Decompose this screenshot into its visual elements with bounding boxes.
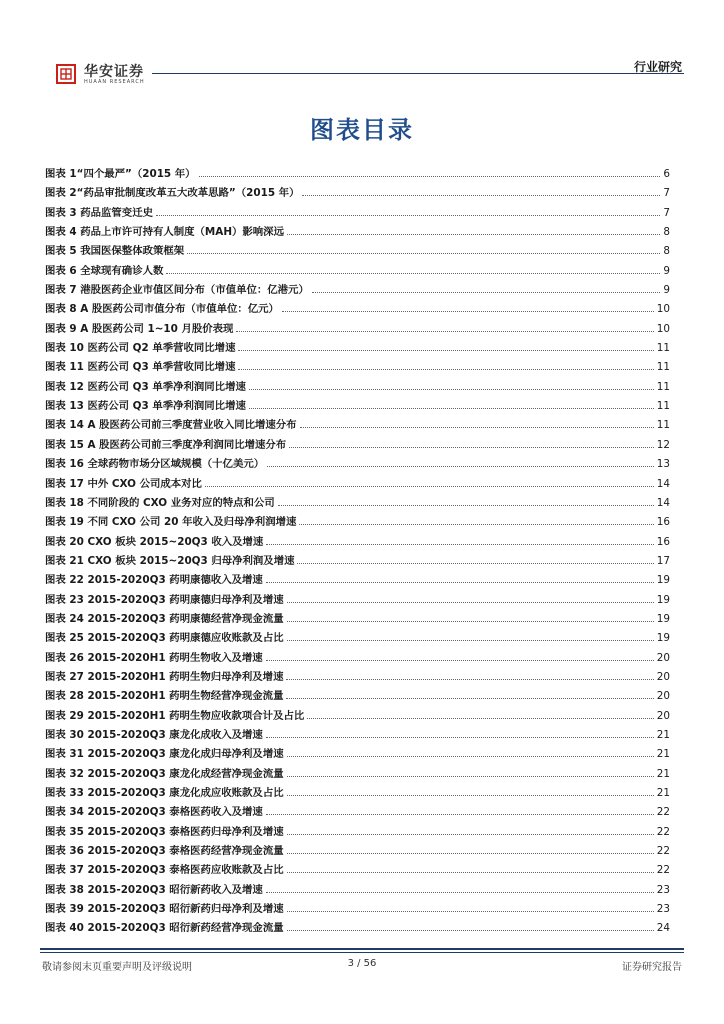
toc-entry[interactable]	[45, 377, 670, 396]
toc-entry-label: 图表 12 医药公司 Q3 单季净利润同比增速	[45, 380, 246, 393]
toc-entry-page: 6	[663, 168, 670, 180]
toc-leader-dots	[287, 783, 654, 796]
toc-entry-page: 20	[656, 709, 670, 722]
toc-entry-label: 图表 2“药品审批制度改革五大改革思路”（2015 年）	[45, 187, 300, 200]
toc-entry-label: 图表 19 不同 CXO 公司 20 年收入及归母净利润增速	[45, 516, 297, 529]
figure-index	[45, 164, 670, 938]
toc-leader-dots	[278, 493, 654, 506]
section-label: 行业研究	[633, 60, 682, 74]
toc-leader-dots	[249, 377, 654, 390]
toc-entry-page: 16	[656, 535, 670, 548]
toc-leader-dots	[287, 860, 654, 873]
toc-entry-label: 图表 31 2015-2020Q3 康龙化成归母净利及增速	[45, 748, 284, 761]
toc-entry-label: 图表 22 2015-2020Q3 药明康德收入及增速	[45, 574, 263, 587]
toc-leader-dots	[187, 241, 660, 254]
toc-entry-page: 19	[656, 574, 670, 587]
toc-entry[interactable]	[45, 493, 670, 512]
toc-leader-dots	[289, 435, 654, 448]
toc-leader-dots	[287, 841, 654, 854]
toc-entry-page: 10	[656, 322, 670, 335]
toc-entry[interactable]	[45, 164, 670, 183]
toc-leader-dots	[199, 164, 661, 177]
report-type: 证券研究报告	[622, 962, 682, 973]
toc-entry-label: 图表 30 2015-2020Q3 康龙化成收入及增速	[45, 728, 263, 741]
toc-leader-dots	[266, 802, 654, 815]
toc-entry[interactable]	[45, 706, 670, 725]
toc-leader-dots	[287, 764, 654, 777]
toc-entry-page: 22	[656, 845, 670, 858]
toc-leader-dots	[286, 667, 653, 680]
toc-entry-page: 13	[656, 458, 670, 471]
toc-entry-label: 图表 16 全球药物市场分区域规模（十亿美元）	[45, 458, 265, 471]
toc-entry-label: 图表 20 CXO 板块 2015~20Q3 收入及增速	[45, 535, 264, 548]
toc-entry[interactable]	[45, 570, 670, 589]
toc-entry-page: 22	[656, 806, 670, 819]
toc-leader-dots	[249, 396, 654, 409]
toc-leader-dots	[287, 628, 654, 641]
toc-leader-dots	[286, 686, 653, 699]
toc-entry[interactable]	[45, 183, 670, 202]
toc-entry[interactable]	[45, 822, 670, 841]
toc-entry-label: 图表 25 2015-2020Q3 药明康德应收账款及占比	[45, 632, 284, 645]
toc-leader-dots	[282, 299, 654, 312]
toc-leader-dots	[205, 474, 654, 487]
toc-entry-page: 14	[656, 477, 670, 490]
toc-entry-page: 21	[656, 728, 670, 741]
toc-entry[interactable]	[45, 609, 670, 628]
toc-leader-dots	[236, 319, 653, 332]
footer-disclaimer: 敬请参阅末页重要声明及评级说明	[42, 962, 192, 973]
toc-entry-label: 图表 33 2015-2020Q3 康龙化成应收账款及占比	[45, 787, 284, 799]
toc-entry[interactable]	[45, 628, 670, 647]
toc-entry-label: 图表 15 A 股医药公司前三季度净利润同比增速分布	[45, 438, 287, 451]
toc-entry-page: 21	[656, 748, 670, 761]
toc-entry-page: 20	[656, 690, 670, 703]
toc-entry[interactable]	[45, 802, 670, 821]
header-rule	[152, 73, 684, 74]
toc-entry-label: 图表 17 中外 CXO 公司成本对比	[45, 477, 202, 490]
toc-leader-dots	[299, 512, 653, 525]
toc-leader-dots	[266, 648, 654, 661]
toc-entry-label: 图表 32 2015-2020Q3 康龙化成经营净现金流量	[45, 767, 284, 780]
toc-leader-dots	[287, 222, 660, 235]
toc-leader-dots	[267, 454, 654, 467]
toc-entry-label: 图表 21 CXO 板块 2015~20Q3 归母净利润及增速	[45, 554, 295, 567]
toc-entry-page: 14	[656, 496, 670, 509]
toc-entry-label: 图表 7 港股医药企业市值区间分布（市值单位：亿港元）	[45, 284, 309, 297]
toc-entry-label: 图表 36 2015-2020Q3 泰格医药经营净现金流量	[45, 845, 284, 858]
toc-entry-label: 图表 38 2015-2020Q3 昭衍新药收入及增速	[45, 883, 263, 896]
toc-entry-page: 11	[656, 380, 670, 393]
toc-leader-dots	[297, 551, 653, 564]
toc-leader-dots	[300, 415, 654, 428]
toc-entry-page: 24	[656, 922, 670, 935]
toc-entry-page: 22	[656, 864, 670, 877]
toc-entry-page: 16	[656, 516, 670, 529]
toc-leader-dots	[266, 725, 654, 738]
toc-entry[interactable]	[45, 551, 670, 570]
toc-entry-page: 8	[663, 245, 670, 258]
toc-entry[interactable]	[45, 435, 670, 454]
toc-entry[interactable]	[45, 860, 670, 879]
toc-leader-dots	[238, 357, 653, 370]
toc-entry-label: 图表 24 2015-2020Q3 药明康德经营净现金流量	[45, 612, 284, 625]
toc-entry-page: 22	[656, 825, 670, 838]
toc-entry-page: 9	[663, 264, 670, 277]
toc-entry[interactable]	[45, 319, 670, 338]
toc-entry-page: 20	[656, 670, 670, 683]
page-title: 图表目录	[310, 116, 414, 144]
toc-leader-dots	[312, 280, 661, 293]
toc-entry[interactable]	[45, 744, 670, 763]
toc-entry-label: 图表 28 2015-2020H1 药明生物经营净现金流量	[45, 690, 284, 703]
toc-entry-label: 图表 14 A 股医药公司前三季度营业收入同比增速分布	[45, 419, 297, 432]
toc-entry-label: 图表 27 2015-2020H1 药明生物归母净利及增速	[45, 670, 284, 683]
toc-entry[interactable]	[45, 338, 670, 357]
toc-entry[interactable]	[45, 203, 670, 222]
toc-entry-label: 图表 18 不同阶段的 CXO 业务对应的特点和公司	[45, 496, 275, 509]
toc-entry-page: 11	[656, 342, 670, 355]
toc-entry[interactable]	[45, 899, 670, 918]
toc-leader-dots	[166, 261, 660, 274]
toc-entry[interactable]	[45, 241, 670, 260]
toc-entry[interactable]	[45, 280, 670, 299]
toc-entry[interactable]	[45, 667, 670, 686]
toc-leader-dots	[266, 880, 654, 893]
toc-entry-label: 图表 10 医药公司 Q2 单季营收同比增速	[45, 342, 236, 355]
toc-entry-page: 20	[656, 651, 670, 664]
toc-entry-label: 图表 23 2015-2020Q3 药明康德归母净利及增速	[45, 593, 284, 606]
toc-leader-dots	[307, 706, 654, 719]
toc-entry-label: 图表 35 2015-2020Q3 泰格医药归母净利及增速	[45, 825, 284, 838]
page-indicator: 3 / 56	[347, 958, 377, 969]
toc-entry-page: 7	[663, 206, 670, 219]
toc-entry-label: 图表 40 2015-2020Q3 昭衍新药经营净现金流量	[45, 922, 284, 935]
toc-leader-dots	[287, 899, 654, 912]
toc-entry[interactable]	[45, 415, 670, 434]
toc-entry-page: 19	[656, 593, 670, 606]
toc-leader-dots	[287, 822, 654, 835]
toc-leader-dots	[266, 532, 653, 545]
toc-entry[interactable]	[45, 261, 670, 280]
toc-entry-label: 图表 6 全球现有确诊人数	[45, 264, 164, 277]
toc-entry-page: 11	[656, 361, 670, 374]
toc-entry-page: 23	[656, 883, 670, 896]
toc-entry[interactable]	[45, 474, 670, 493]
toc-entry[interactable]	[45, 590, 670, 609]
toc-entry[interactable]	[45, 512, 670, 531]
toc-entry-page: 19	[656, 632, 670, 645]
toc-entry-label: 图表 26 2015-2020H1 药明生物收入及增速	[45, 651, 263, 664]
toc-entry[interactable]	[45, 396, 670, 415]
toc-entry-page: 11	[656, 400, 670, 413]
toc-leader-dots	[266, 570, 654, 583]
toc-entry-page: 10	[656, 303, 670, 316]
toc-entry-page: 9	[663, 284, 670, 297]
page-header	[40, 58, 684, 88]
toc-entry-page: 11	[656, 419, 670, 432]
toc-entry-label: 图表 5 我国医保整体政策框架	[45, 245, 185, 258]
toc-entry[interactable]	[45, 686, 670, 705]
toc-entry-label: 图表 34 2015-2020Q3 泰格医药收入及增速	[45, 806, 263, 819]
logo-subtext: HUAAN RESEARCH	[84, 79, 145, 85]
toc-entry-label: 图表 4 药品上市许可持有人制度（MAH）影响深远	[45, 226, 284, 239]
toc-leader-dots	[287, 609, 654, 622]
footer-rule	[40, 948, 684, 950]
toc-entry-page: 19	[656, 612, 670, 625]
toc-entry-page: 21	[656, 767, 670, 780]
toc-entry[interactable]	[45, 841, 670, 860]
toc-entry-label: 图表 3 药品监管变迁史	[45, 206, 153, 219]
toc-entry[interactable]	[45, 648, 670, 667]
toc-leader-dots	[156, 203, 660, 216]
toc-entry[interactable]	[45, 532, 670, 551]
toc-entry[interactable]	[45, 299, 670, 318]
toc-entry-label: 图表 39 2015-2020Q3 昭衍新药归母净利及增速	[45, 903, 284, 916]
toc-entry-label: 图表 11 医药公司 Q3 单季营收同比增速	[45, 361, 236, 374]
toc-entry-label: 图表 8 A 股医药公司市值分布（市值单位：亿元）	[45, 303, 279, 316]
toc-entry-page: 23	[656, 903, 670, 916]
footer-rule-thin	[40, 952, 684, 953]
toc-entry-label: 图表 37 2015-2020Q3 泰格医药应收账款及占比	[45, 864, 284, 877]
toc-entry[interactable]	[45, 764, 670, 783]
toc-entry-label: 图表 1“四个最严”（2015 年）	[45, 168, 196, 180]
huaan-logo-icon	[56, 64, 76, 84]
toc-entry-label: 图表 9 A 股医药公司 1~10 月股价表现	[45, 322, 234, 335]
toc-entry[interactable]	[45, 357, 670, 376]
toc-entry-page: 21	[656, 787, 670, 799]
toc-entry-label: 图表 29 2015-2020H1 药明生物应收款项合计及占比	[45, 709, 305, 722]
toc-entry-page: 17	[656, 554, 670, 567]
toc-leader-dots	[302, 183, 660, 196]
toc-entry[interactable]	[45, 222, 670, 241]
toc-entry[interactable]	[45, 918, 670, 937]
toc-leader-dots	[287, 590, 654, 603]
toc-entry[interactable]	[45, 880, 670, 899]
toc-entry-page: 12	[656, 438, 670, 451]
toc-entry[interactable]	[45, 725, 670, 744]
logo-text: 华安证券	[84, 64, 144, 80]
toc-entry-page: 7	[663, 187, 670, 200]
toc-entry-label: 图表 13 医药公司 Q3 单季净利润同比增速	[45, 400, 246, 413]
toc-entry-page: 8	[663, 226, 670, 239]
toc-leader-dots	[287, 744, 654, 757]
toc-entry[interactable]	[45, 454, 670, 473]
toc-leader-dots	[287, 918, 654, 931]
toc-entry[interactable]	[45, 783, 670, 802]
toc-leader-dots	[238, 338, 653, 351]
